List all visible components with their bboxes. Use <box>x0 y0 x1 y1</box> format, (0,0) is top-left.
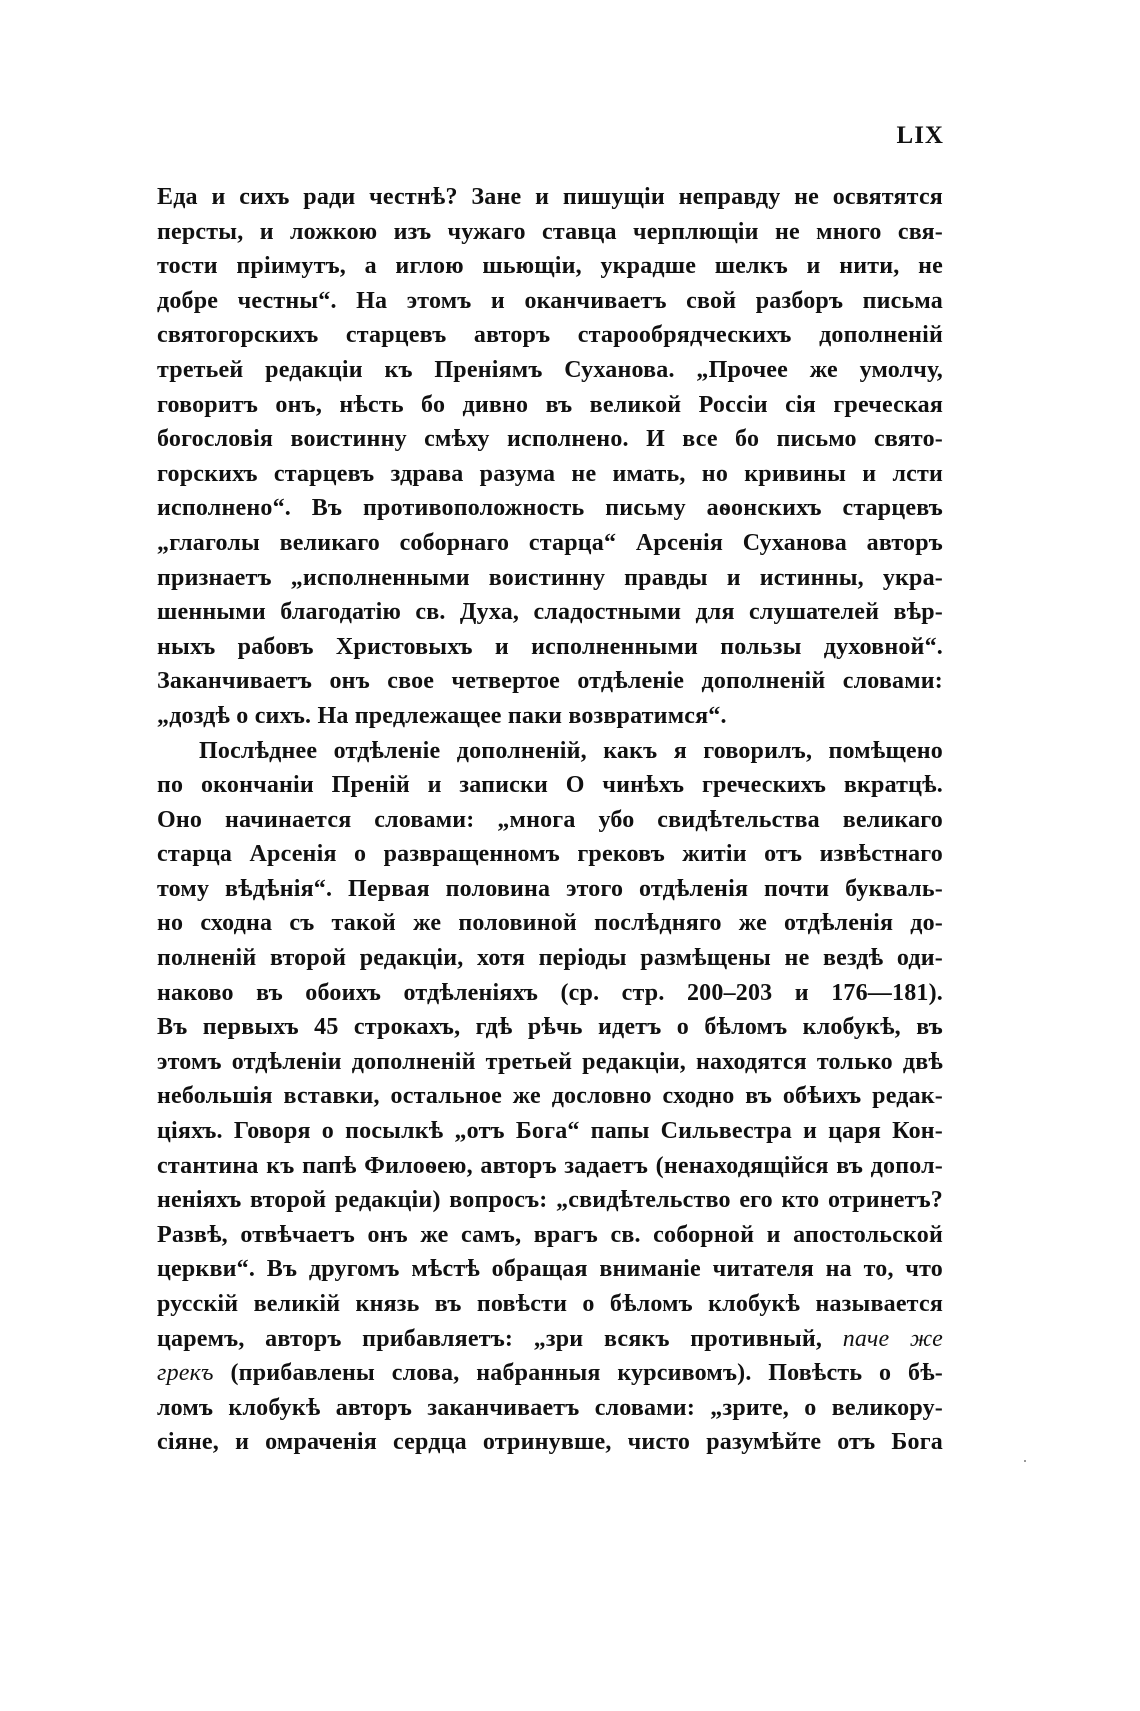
text-fragment: (прибавлены слова, набранныя курсивомъ). Повѣсть о бѣ- <box>213 1360 943 1387</box>
text-line: Еда и сихъ ради честнѣ? Зане и пишущіи неправду не освятятся <box>157 184 943 210</box>
italic-text: грекъ <box>157 1360 214 1387</box>
text-line: церкви“. Въ другомъ мѣстѣ обращая вниманіе читателя на то, что <box>157 1256 943 1283</box>
text-line: небольшія вставки, остальное же дословно сходно въ обѣихъ редак- <box>157 1083 943 1110</box>
text-line: но сходна съ такой же половиной послѣдняго же отдѣленія до- <box>157 910 943 937</box>
text-line: „глаголы великаго соборнаго старца“ Арсенія Суханова авторъ <box>157 529 943 556</box>
text-line: ныхъ рабовъ Христовыхъ и исполненными пользы духовной“. <box>157 633 943 660</box>
text-line: полненій второй редакціи, хотя періоды размѣщены не вездѣ оди- <box>157 945 943 972</box>
text-line: Оно начинается словами: „многа убо свидѣтельства великаго <box>157 806 943 833</box>
text-line: „доздѣ о сихъ. На предлежащее паки возвратимся“. <box>157 702 727 729</box>
italic-text: паче же <box>842 1325 943 1352</box>
text-line: признаетъ „исполненными воистинну правды и истинны, укра- <box>157 564 943 591</box>
text-line: исполнено“. Въ противоположность письму аѳонскихъ старцевъ <box>157 495 943 522</box>
text-line: Послѣднее отдѣленіе дополненій, какъ я говорилъ, помѣщено <box>199 737 943 764</box>
text-line: русскій великій князь въ повѣсти о бѣломъ клобукѣ называется <box>157 1291 943 1317</box>
text-line: святогорскихъ старцевъ авторъ старообрядческихъ дополненій <box>157 322 943 349</box>
text-line: богословія воистинну смѣху исполнено. И все бо письмо свято- <box>157 426 943 453</box>
text-line: третьей редакціи къ Преніямъ Суханова. „Прочее же умолчу, <box>157 356 943 383</box>
text-line: шенными благодатію св. Духа, сладостными для слушателей вѣр- <box>157 599 943 626</box>
text-line: Заканчиваетъ онъ свое четвертое отдѣленіе дополненій словами: <box>157 668 943 695</box>
text-line <box>157 1322 943 1357</box>
text-line: ломъ клобукѣ авторъ заканчиваетъ словами: „зрите, о великору- <box>157 1394 943 1421</box>
body-text <box>157 180 943 1460</box>
text-line: по окончаніи Преній и записки О чинѣхъ греческихъ вкратцѣ. <box>157 772 943 799</box>
text-line: Развѣ, отвѣчаетъ онъ же самъ, врагъ св. соборной и апостольской <box>157 1221 943 1248</box>
text-line: сіяне, и омраченія сердца отринувше, чисто разумѣйте отъ Бога <box>157 1429 943 1456</box>
text-line: тому вѣдѣнія“. Первая половина этого отдѣленія почти букваль- <box>157 875 943 902</box>
text-line: говоритъ онъ, нѣсть бо дивно въ великой Россіи сія греческая <box>157 391 943 418</box>
text-line: ціяхъ. Говоря о посылкѣ „отъ Бога“ папы Сильвестра и царя Кон- <box>157 1118 943 1145</box>
text-line: Въ первыхъ 45 строкахъ, гдѣ рѣчь идетъ о бѣломъ клобукѣ, въ <box>157 1014 943 1041</box>
print-speck <box>1024 1460 1026 1462</box>
text-line: добре честны“. На этомъ и оканчиваетъ свой разборъ письма <box>157 287 943 314</box>
text-line: персты, и ложкою изъ чужаго ставца черплющіи не много свя- <box>157 218 943 245</box>
text-line: наково въ обоихъ отдѣленіяхъ (ср. стр. 200–203 и 176—181). <box>157 979 943 1006</box>
text-line: этомъ отдѣленіи дополненій третьей редакціи, находятся только двѣ <box>157 1048 943 1075</box>
text-line: стантина къ папѣ Филоѳею, авторъ задаетъ (ненаходящійся въ допол- <box>157 1152 943 1179</box>
page-number: LIX <box>896 122 944 149</box>
text-line: горскихъ старцевъ здрава разума не имать, но кривины и лсти <box>157 460 943 487</box>
text-line <box>157 1356 943 1391</box>
text-line: неніяхъ второй редакціи) вопросъ: „свидѣтельство его кто отринетъ? <box>157 1187 943 1214</box>
text-fragment: царемъ, авторъ прибавляетъ: „зри всякъ противный, <box>157 1325 823 1352</box>
text-line: тости пріимутъ, а иглою шьющіи, украдше шелкъ и нити, не <box>157 253 943 280</box>
text-line: старца Арсенія о развращенномъ грековъ житіи отъ извѣстнаго <box>157 841 943 868</box>
